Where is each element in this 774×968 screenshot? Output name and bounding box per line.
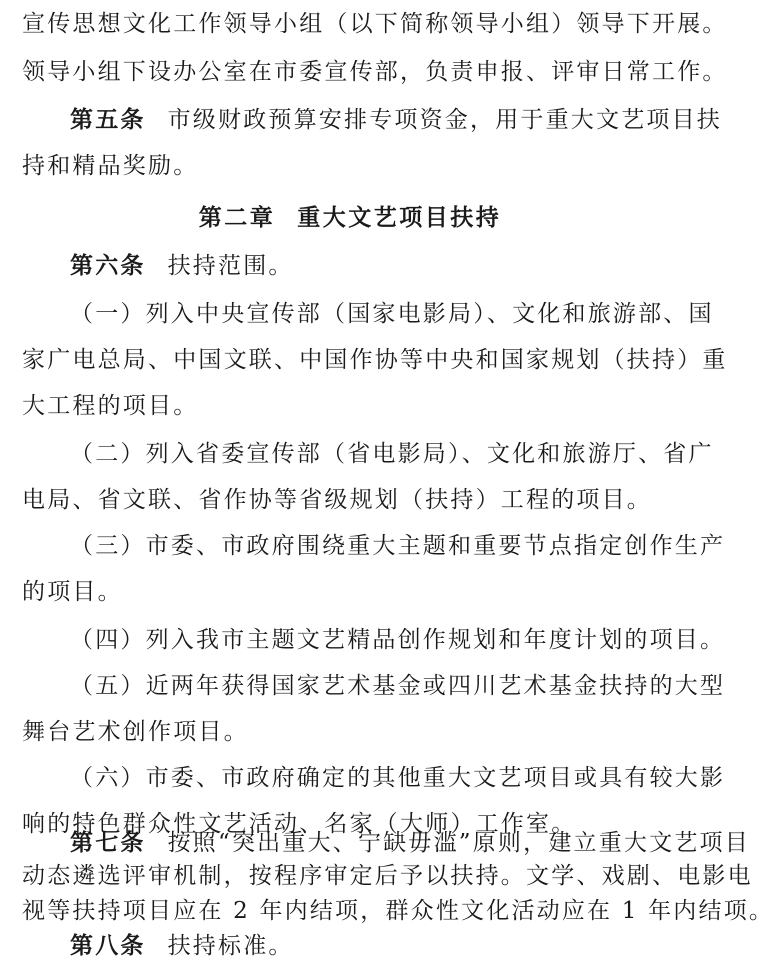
article-5-label: 第五条 <box>70 106 146 133</box>
article-7-line <box>70 823 750 863</box>
text-line: 家广电总局、中国文联、中国作协等中央和国家规划（扶持）重 <box>22 347 728 373</box>
article-8-label: 第八条 <box>70 932 146 959</box>
article-6-text: 扶持范围。 <box>167 253 294 279</box>
text-line: （六）市委、市政府确定的其他重大文艺项目或具有较大影 <box>70 765 726 791</box>
text-line: （一）列入中央宣传部（国家电影局）、文化和旅游部、国 <box>70 301 714 327</box>
chapter-heading <box>0 198 700 238</box>
article-7-label: 第七条 <box>70 829 146 856</box>
article-8-text: 扶持标准。 <box>167 933 294 959</box>
article-5-text: 市级财政预算安排专项资金，用于重大文艺项目扶 <box>167 107 723 133</box>
text-line: （三）市委、市政府围绕重大主题和重要节点指定创作生产 <box>70 533 726 559</box>
text-line: 视等扶持项目应在 2 年内结项，群众性文化活动应在 1 年内结项。 <box>22 898 774 924</box>
text-line: 领导小组下设办公室在市委宣传部，负责申报、评审日常工作。 <box>22 59 728 85</box>
text-line: （二）列入省委宣传部（省电影局）、文化和旅游厅、省广 <box>70 441 714 467</box>
chapter-title: 重大文艺项目扶持 <box>297 205 502 231</box>
article-7-text: 按照“突出重大、宁缺毋滥”原则，建立重大文艺项目 <box>167 830 750 856</box>
text-line: 电局、省文联、省作协等省级规划（扶持）工程的项目。 <box>22 487 652 513</box>
article-5-line <box>70 100 723 140</box>
article-6-label: 第六条 <box>70 252 146 279</box>
article-8-line <box>70 928 682 964</box>
text-line: 动态遴选评审机制，按程序审定后予以扶持。文学、戏剧、电影电 <box>22 863 753 889</box>
article-6-line <box>70 246 682 286</box>
text-line: 持和精品奖励。 <box>22 153 199 179</box>
text-line: 响的特色群众性文艺活动、名家（大师）工作室。 <box>22 811 577 837</box>
text-line: （五）近两年获得国家艺术基金或四川艺术基金扶持的大型 <box>70 673 726 699</box>
text-line: 的项目。 <box>22 579 123 605</box>
chapter-number: 第二章 <box>198 205 276 231</box>
text-line: 大工程的项目。 <box>22 393 199 419</box>
text-line: 宣传思想文化工作领导小组（以下简称领导小组）领导下开展。 <box>22 11 728 37</box>
text-line: （四）列入我市主题文艺精品创作规划和年度计划的项目。 <box>70 627 726 653</box>
text-line: 舞台艺术创作项目。 <box>22 719 249 745</box>
